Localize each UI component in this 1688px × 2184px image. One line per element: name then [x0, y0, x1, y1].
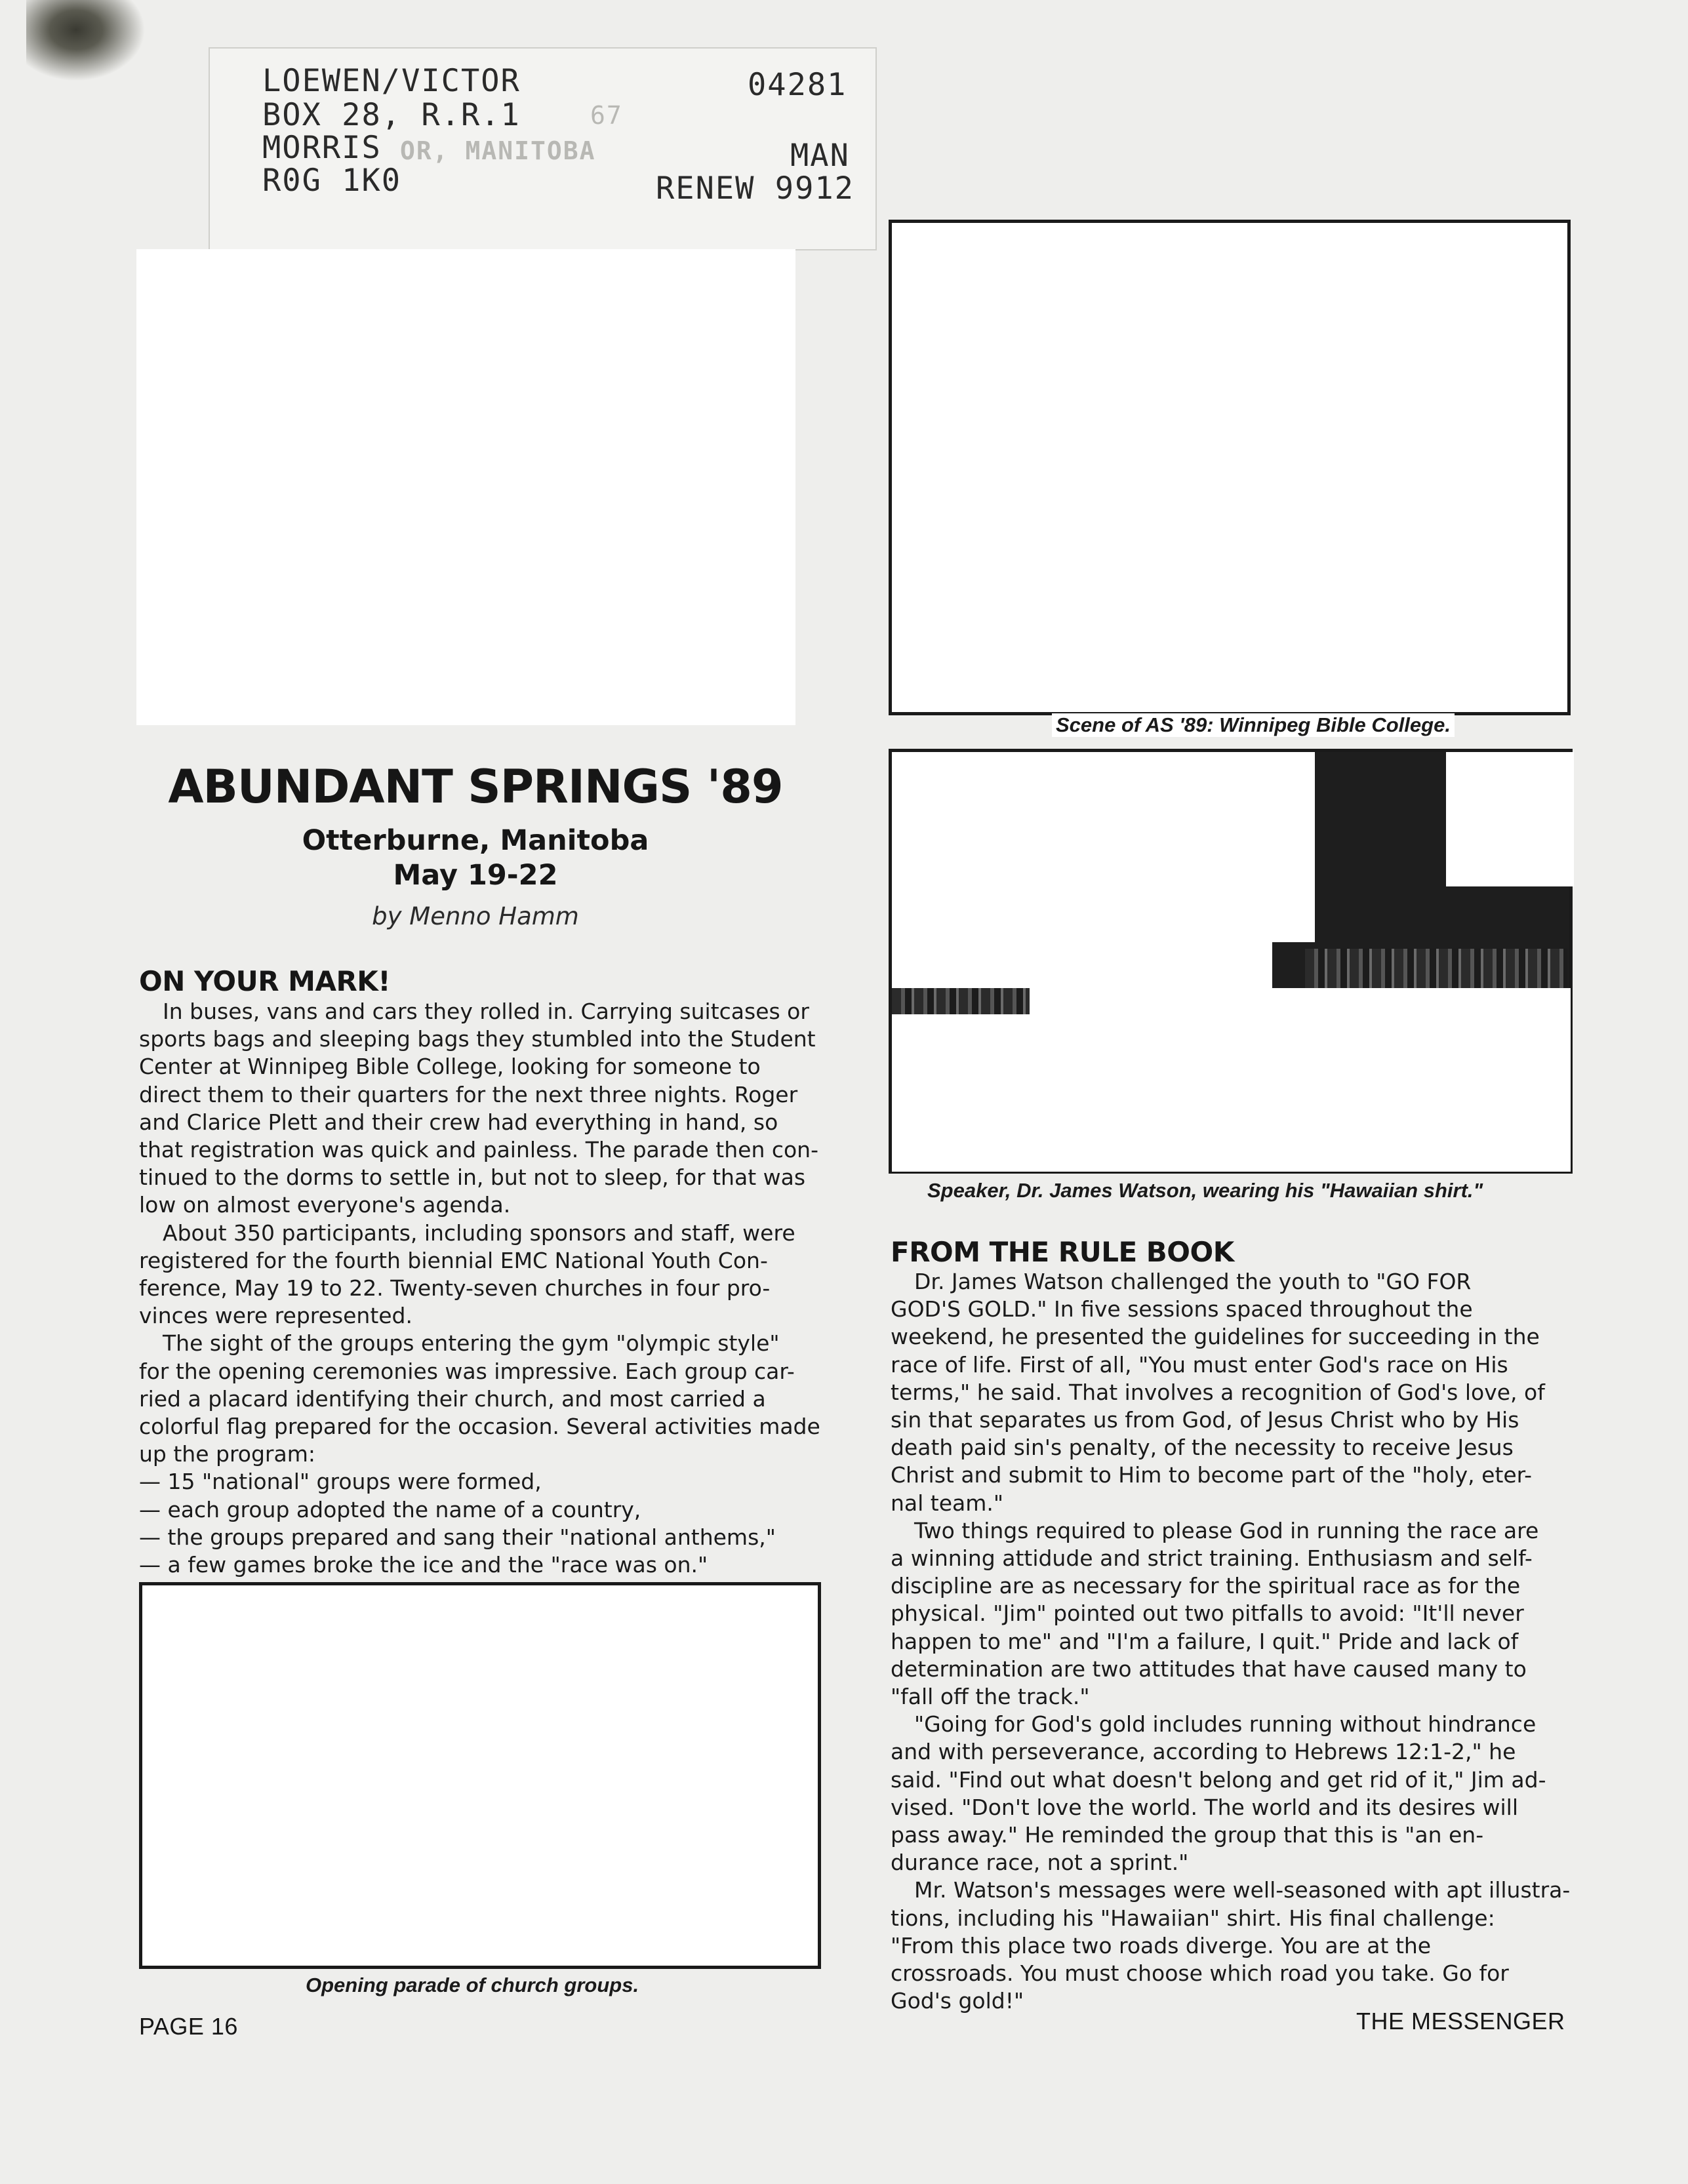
rule-text-line: a winning attidude and strict training. Enthusiasm and self-	[891, 1545, 1533, 1572]
mark-text-line: — the groups prepared and sang their "national anthems,"	[139, 1524, 776, 1550]
rule-text-line: and with perseverance, according to Hebrews 12:1-2," he	[891, 1739, 1516, 1765]
rule-text-line: said. "Find out what doesn't belong and get rid of it," Jim ad-	[891, 1766, 1546, 1793]
photo-top-left	[136, 249, 795, 725]
rule-text-line: discipline are as necessary for the spiritual race as for the	[891, 1573, 1521, 1599]
label-address: BOX 28, R.R.1	[262, 97, 521, 133]
mark-text-line: up the program:	[139, 1441, 315, 1467]
rule-text-line: happen to me" and "I'm a failure, I quit." Pride and lack of	[891, 1628, 1519, 1654]
mark-text-line: ference, May 19 to 22. Twenty-seven churches in four pro-	[139, 1275, 771, 1301]
article-byline: by Menno Hamm	[372, 902, 579, 930]
body-rule-book	[891, 1268, 1586, 2015]
caption-speaker: Speaker, Dr. James Watson, wearing his "Hawaiian shirt."	[927, 1179, 1483, 1202]
rule-text-line: GOD'S GOLD." In five sessions spaced throughout the	[891, 1296, 1473, 1322]
rule-text-line: Christ and submit to Him to become part of the "holy, eter-	[891, 1462, 1533, 1488]
photo-mask-d	[892, 1014, 1272, 1172]
mark-text-line: that registration was quick and painless. The parade then con-	[139, 1137, 819, 1163]
photo-opening-parade	[139, 1582, 821, 1969]
label-city: MORRIS	[262, 130, 382, 166]
mark-text-line: — 15 "national" groups were formed,	[139, 1469, 542, 1495]
photo-crowd-strip	[892, 988, 1030, 1014]
mark-text-line: for the opening ceremonies was impressive. Each group car-	[139, 1358, 795, 1384]
label-faded-city: OR, MANITOBA	[400, 136, 596, 165]
mark-text-line: — a few games broke the ice and the "race was on."	[139, 1552, 708, 1578]
body-on-your-mark	[139, 998, 834, 1579]
heading-on-your-mark: ON YOUR MARK!	[139, 965, 391, 997]
photo-mask-b	[1446, 752, 1574, 886]
label-province: MAN	[790, 138, 850, 174]
caption-parade: Opening parade of church groups.	[306, 1974, 639, 1996]
rule-text-line: weekend, he presented the guidelines for succeeding in the	[891, 1324, 1540, 1350]
rule-text-line: God's gold!"	[891, 1988, 1024, 2014]
mark-text-line: and Clarice Plett and their crew had everything in hand, so	[139, 1109, 778, 1135]
mark-text-line: colorful flag prepared for the occasion. Several activities made	[139, 1414, 820, 1440]
photo-speaker	[889, 749, 1573, 1174]
mark-text-line: vinces were represented.	[139, 1303, 412, 1329]
label-renewal: RENEW 9912	[656, 170, 854, 207]
rule-text-line: pass away." He reminded the group that this is "an en-	[891, 1822, 1484, 1848]
mark-text-line: tinued to the dorms to settle in, but not to sleep, for that was	[139, 1164, 806, 1191]
label-postal-code: R0G 1K0	[262, 163, 402, 199]
rule-text-line: "From this place two roads diverge. You are at the	[891, 1932, 1432, 1958]
page-number: PAGE 16	[139, 2013, 238, 2040]
mailing-label	[209, 47, 877, 250]
mark-text-line: The sight of the groups entering the gym "olympic style"	[163, 1330, 780, 1357]
rule-text-line: Mr. Watson's messages were well-seasoned with apt illustra-	[914, 1877, 1571, 1903]
article-dates: May 19-22	[393, 859, 558, 892]
publication-name: THE MESSENGER	[1356, 2008, 1565, 2035]
rule-text-line: Dr. James Watson challenged the youth to "GO FOR	[914, 1269, 1472, 1294]
mark-text-line: ried a placard identifying their church, and most carried a	[139, 1385, 766, 1412]
rule-text-line: race of life. First of all, "You must enter God's race on His	[891, 1351, 1508, 1378]
photo-scene-as89	[889, 220, 1571, 715]
rule-text-line: vised. "Don't love the world. The world and its desires will	[891, 1794, 1518, 1820]
mark-text-line: direct them to their quarters for the next three nights. Roger	[139, 1081, 798, 1107]
label-faded-code: 67	[590, 101, 623, 130]
article-title: ABUNDANT SPRINGS '89	[168, 760, 783, 814]
rule-text-line: death paid sin's penalty, of the necessity to receive Jesus	[891, 1435, 1514, 1461]
mark-text-line: low on almost everyone's agenda.	[139, 1192, 511, 1218]
photo-mask-a	[892, 752, 1315, 942]
corner-smudge	[26, 0, 151, 85]
rule-text-line: terms," he said. That involves a recognition of God's love, of	[891, 1379, 1545, 1405]
rule-text-line: physical. "Jim" pointed out two pitfalls to avoid: "It'll never	[891, 1600, 1524, 1627]
rule-text-line: tions, including his "Hawaiian" shirt. His final challenge:	[891, 1905, 1495, 1931]
caption-scene: Scene of AS '89: Winnipeg Bible College.	[1052, 713, 1455, 737]
rule-text-line: "fall off the track."	[891, 1684, 1090, 1710]
article-location: Otterburne, Manitoba	[302, 824, 649, 857]
rule-text-line: nal team."	[891, 1490, 1004, 1516]
mark-text-line: About 350 participants, including sponsors and staff, were	[163, 1220, 795, 1246]
photo-mask-e	[1272, 988, 1571, 1172]
mark-text-line: sports bags and sleeping bags they stumbled into the Student	[139, 1026, 816, 1052]
rule-text-line: sin that separates us from God, of Jesus Christ who by His	[891, 1407, 1519, 1433]
heading-rule-book: FROM THE RULE BOOK	[891, 1236, 1234, 1268]
rule-text-line: "Going for God's gold includes running without hindrance	[914, 1711, 1537, 1737]
label-name: LOEWEN/VICTOR	[262, 63, 521, 99]
rule-text-line: durance race, not a sprint."	[891, 1850, 1189, 1876]
article-headline-block	[125, 761, 826, 813]
rule-text-line: determination are two attitudes that have caused many to	[891, 1656, 1527, 1682]
mark-text-line: In buses, vans and cars they rolled in. Carrying suitcases or	[163, 999, 809, 1024]
mark-text-line: registered for the fourth biennial EMC National Youth Con-	[139, 1247, 768, 1273]
rule-text-line: Two things required to please God in running the race are	[914, 1517, 1539, 1543]
label-number: 04281	[748, 67, 847, 103]
rule-text-line: crossroads. You must choose which road you take. Go for	[891, 1960, 1509, 1987]
mark-text-line: Center at Winnipeg Bible College, looking for someone to	[139, 1054, 761, 1080]
mark-text-line: — each group adopted the name of a country,	[139, 1496, 641, 1522]
